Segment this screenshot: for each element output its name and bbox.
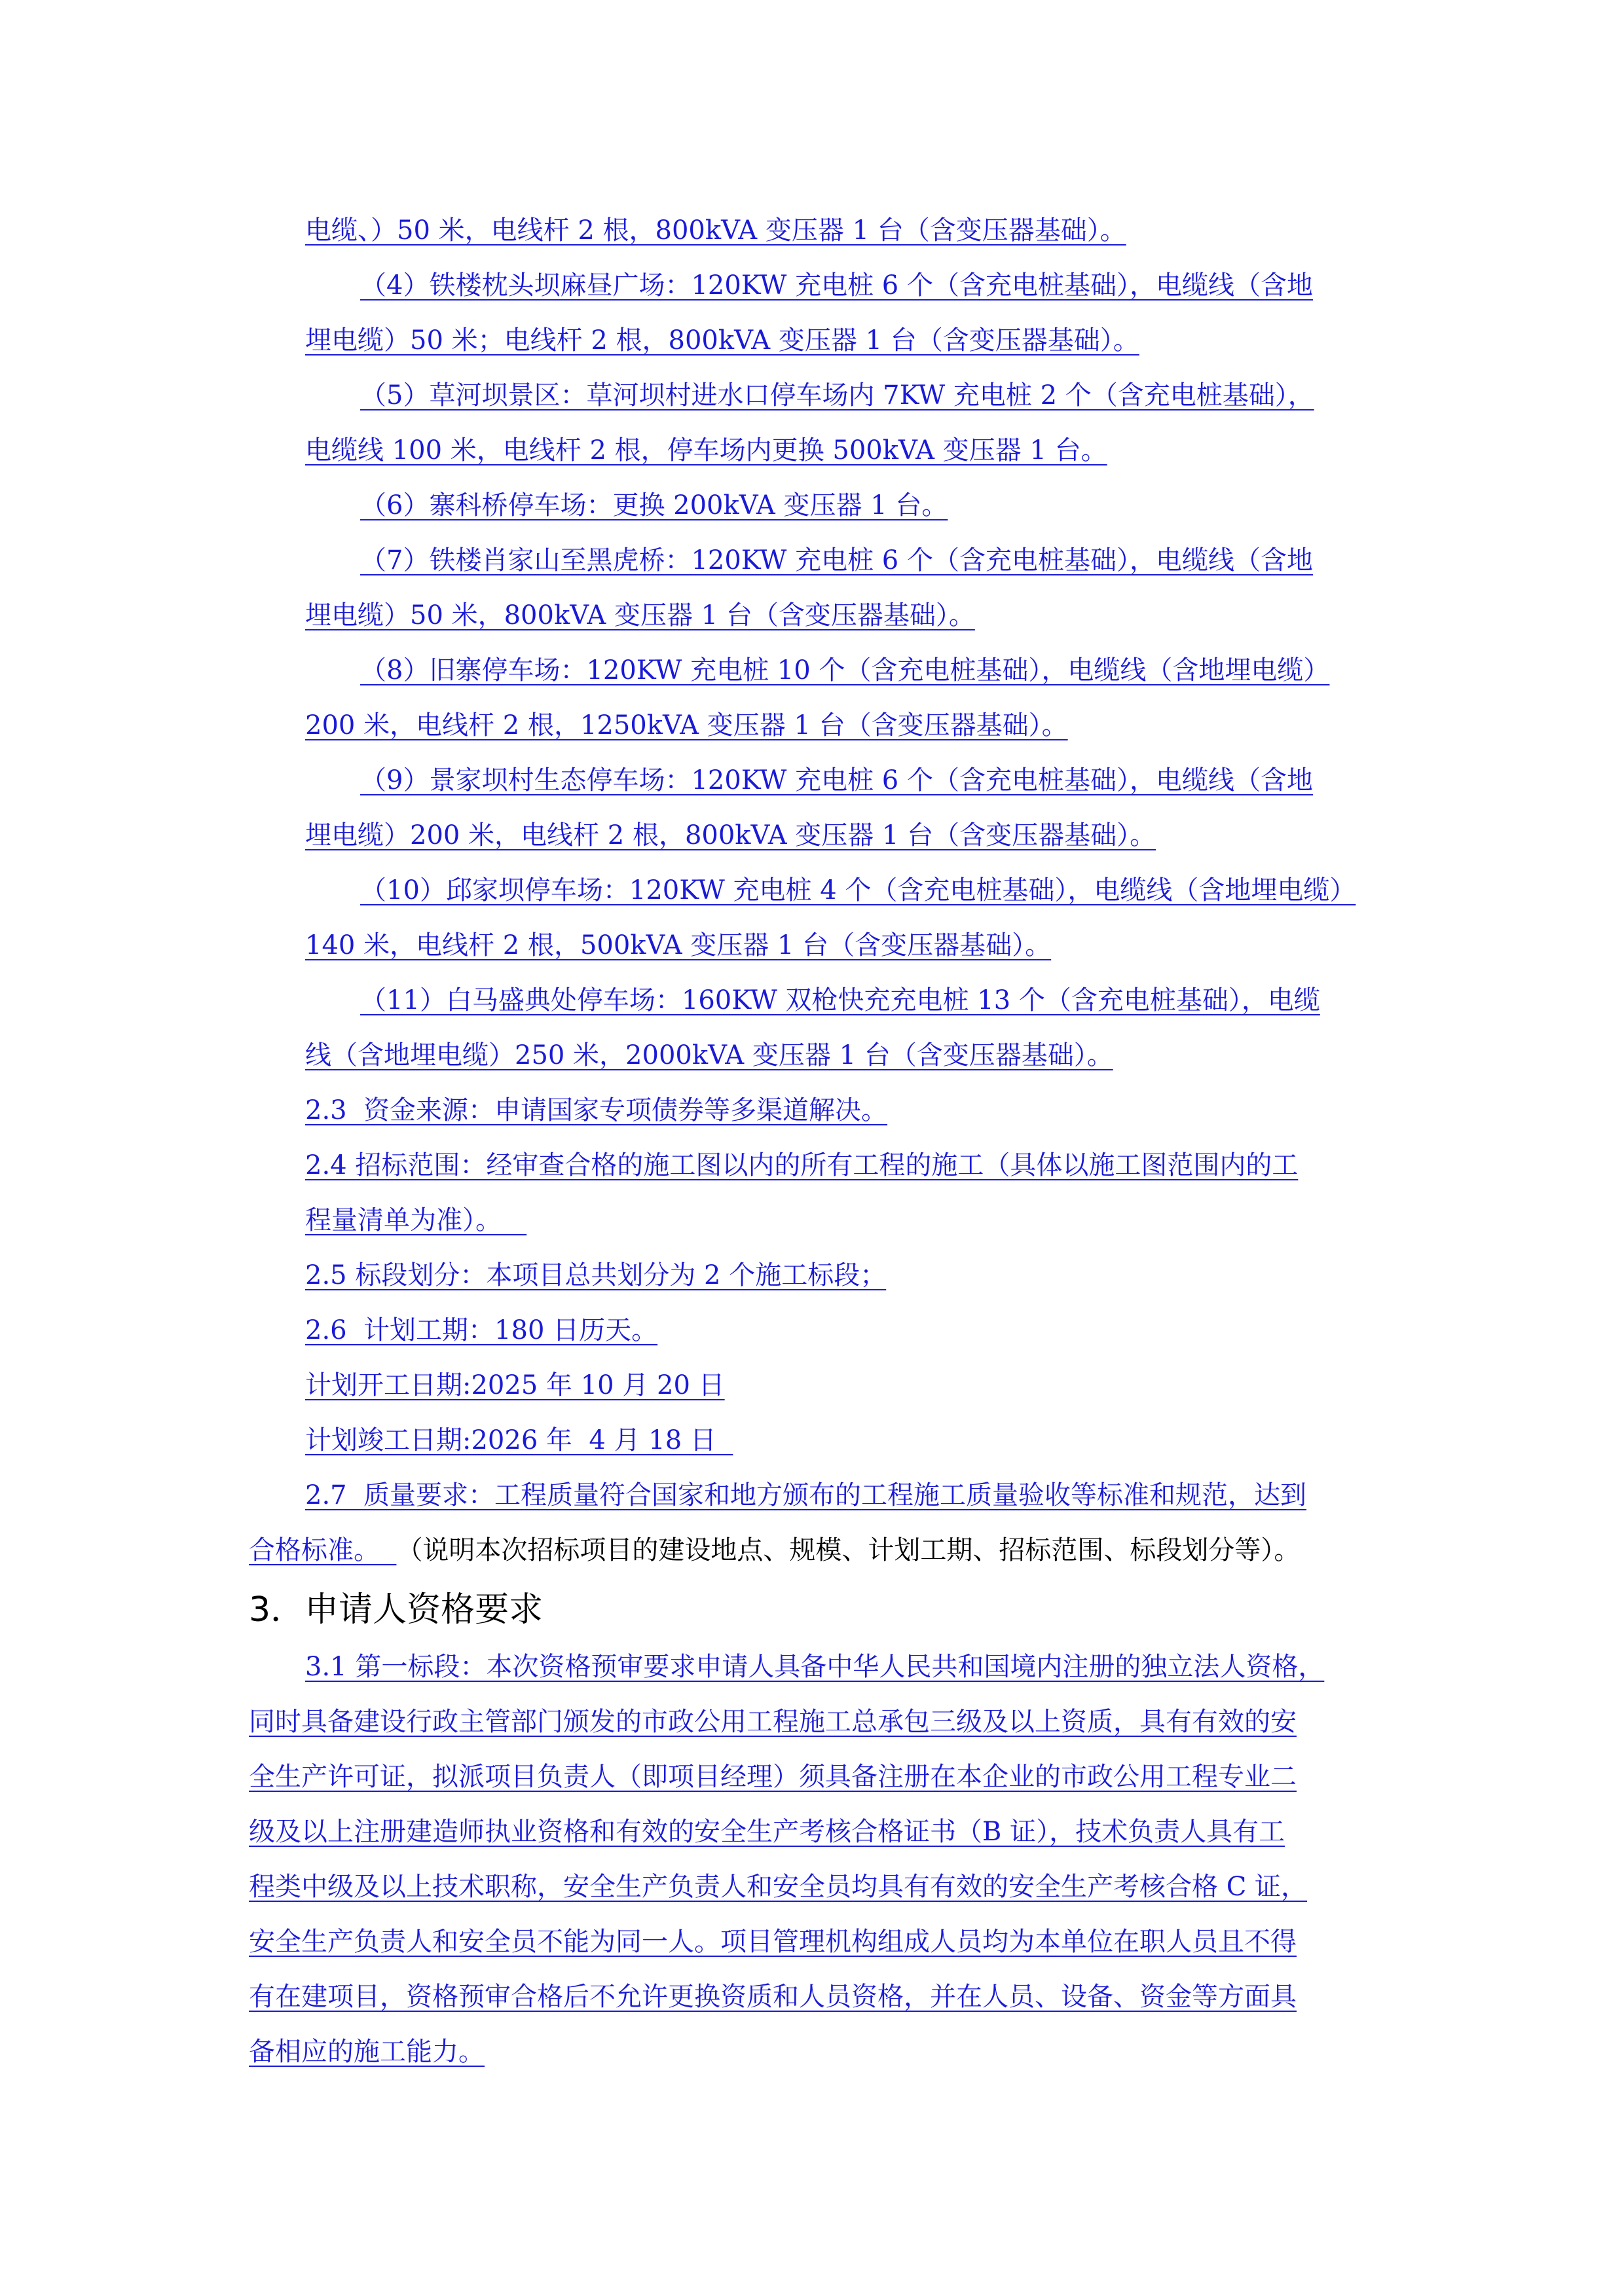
underlined-text: 200 米，电线杆 2 根，1250kVA 变压器 1 台（含变压器基础）。 [305, 710, 1068, 740]
underlined-text: 电缆、）50 米，电线杆 2 根，800kVA 变压器 1 台（含变压器基础）。 [305, 215, 1126, 246]
underlined-text: （8）旧寨停车场：120KW 充电桩 10 个（含充电桩基础），电缆线（含地埋电缆） [360, 655, 1330, 685]
underlined-text: 计划竣工日期:2026 年 4 月 18 日 [305, 1425, 733, 1455]
text-line [305, 706, 1068, 745]
text-line [305, 1036, 1113, 1075]
underlined-text: 2.5 标段划分：本项目总共划分为 2 个施工标段； [305, 1260, 887, 1290]
underlined-text: 埋电缆）50 米，800kVA 变压器 1 台（含变压器基础）。 [305, 600, 975, 630]
underlined-text: 3.1 第一标段：本次资格预审要求申请人具备中华人民共和国境内注册的独立法人资格， [305, 1652, 1325, 1682]
underlined-text: 备相应的施工能力。 [249, 2037, 485, 2067]
text-line [305, 1201, 526, 1240]
text-line [360, 761, 1313, 800]
underlined-text: （10）邱家坝停车场：120KW 充电桩 4 个（含充电桩基础），电缆线（含地埋电缆） [360, 875, 1356, 905]
text-line [360, 376, 1314, 415]
underlined-text: 电缆线 100 米，电线杆 2 根，停车场内更换 500kVA 变压器 1 台。 [305, 435, 1107, 465]
underlined-text: （7）铁楼肖家山至黑虎桥：120KW 充电桩 6 个（含充电桩基础），电缆线（含地 [360, 545, 1313, 575]
text-line [360, 651, 1329, 690]
text-line [305, 431, 1107, 470]
underlined-text: 2.6 计划工期：180 日历天。 [305, 1315, 658, 1345]
text-line [305, 1146, 1298, 1185]
text-line [305, 596, 975, 635]
underlined-text: 140 米，电线杆 2 根，500kVA 变压器 1 台（含变压器基础）。 [305, 930, 1052, 960]
text-line [249, 1702, 1297, 1741]
underlined-text: 程类中级及以上技术职称，安全生产负责人和安全员均具有有效的安全生产考核合格 C 证， [249, 1872, 1308, 1902]
text-line [305, 1311, 657, 1350]
text-line [249, 1922, 1297, 1961]
underlined-text: 线（含地埋电缆）250 米，2000kVA 变压器 1 台（含变压器基础）。 [305, 1040, 1113, 1070]
text-line [305, 1476, 1306, 1515]
underlined-text: （4）铁楼枕头坝麻昼广场：120KW 充电桩 6 个（含充电桩基础），电缆线（含地 [360, 270, 1313, 301]
text-line [249, 1977, 1297, 2016]
text-line [305, 1091, 887, 1130]
text-line [305, 926, 1051, 965]
underlined-text: （5）草河坝景区：草河坝村进水口停车场内 7KW 充电桩 2 个（含充电桩基础）， [360, 380, 1314, 410]
underlined-text: 有在建项目，资格预审合格后不允许更换资质和人员资格，并在人员、设备、资金等方面具 [249, 1982, 1297, 2012]
underlined-text: （9）景家坝村生态停车场：120KW 充电桩 6 个（含充电桩基础），电缆线（含地 [360, 765, 1313, 795]
underlined-text: 2.4 招标范围：经审查合格的施工图以内的所有工程的施工（具体以施工图范围内的工 [305, 1150, 1299, 1180]
text-line [305, 1256, 886, 1295]
text-line [360, 541, 1313, 580]
underlined-text: 计划开工日期:2025 年 10 月 20 日 [305, 1370, 725, 1400]
underlined-text: （11）白马盛典处停车场：160KW 双枪快充充电桩 13 个（含充电桩基础），电缆 [360, 985, 1320, 1015]
section-heading: 3．申请人资格要求 [249, 1590, 544, 1630]
text-line [305, 211, 1126, 250]
text-line [249, 1812, 1285, 1851]
text-line [360, 486, 948, 525]
text-line [249, 1531, 1300, 1570]
underlined-text: 埋电缆）200 米，电线杆 2 根，800kVA 变压器 1 台（含变压器基础）。 [305, 820, 1156, 850]
text-line [305, 321, 1139, 360]
underlined-text: 同时具备建设行政主管部门颁发的市政公用工程施工总承包三级及以上资质，具有有效的安 [249, 1707, 1297, 1737]
underlined-text: 埋电缆）50 米；电线杆 2 根，800kVA 变压器 1 台（含变压器基础）。 [305, 325, 1139, 355]
underlined-text: 2.3 资金来源：申请国家专项债券等多渠道解决。 [305, 1095, 888, 1125]
text-line [249, 1867, 1307, 1906]
underlined-text: 程量清单为准）。 [305, 1205, 527, 1235]
text-line [305, 1421, 733, 1460]
text-line [305, 816, 1156, 855]
underlined-text: 2.7 质量要求：工程质量符合国家和地方颁布的工程施工质量验收等标准和规范，达到 [305, 1480, 1307, 1510]
underlined-text: 全生产许可证，拟派项目负责人（即项目经理）须具备注册在本企业的市政公用工程专业二 [249, 1762, 1297, 1792]
text-line [360, 981, 1320, 1020]
text-line [249, 2032, 485, 2071]
text-line [305, 1366, 725, 1405]
explanatory-note: （说明本次招标项目的建设地点、规模、计划工期、招标范围、标段划分等）。 [396, 1535, 1301, 1565]
text-line [249, 1757, 1297, 1796]
underlined-text: 级及以上注册建造师执业资格和有效的安全生产考核合格证书（B 证），技术负责人具有工 [249, 1817, 1285, 1847]
underlined-text: 安全生产负责人和安全员不能为同一人。项目管理机构组成人员均为本单位在职人员且不得 [249, 1927, 1297, 1957]
text-line [360, 266, 1313, 305]
text-line [360, 871, 1356, 910]
underlined-text: （6）寨科桥停车场：更换 200kVA 变压器 1 台。 [360, 490, 948, 520]
underlined-text: 合格标准。 [249, 1535, 397, 1565]
text-line [305, 1647, 1324, 1686]
